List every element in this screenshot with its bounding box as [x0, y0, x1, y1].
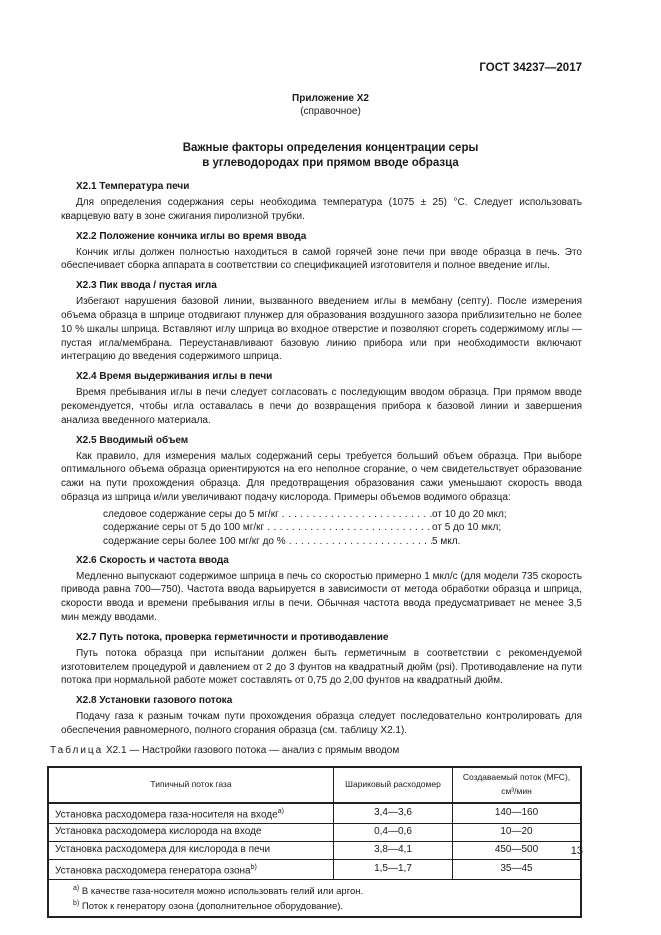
- standard-number: ГОСТ 34237—2017: [479, 62, 582, 74]
- page-number: 13: [570, 845, 583, 857]
- section-heading: Х2.2 Положение кончика иглы во время ввода: [76, 230, 307, 242]
- title-line-2: в углеводородах при прямом вводе образца: [202, 157, 459, 169]
- section-heading: Х2.6 Скорость и частота ввода: [76, 554, 229, 566]
- footnote-mark: а): [73, 884, 80, 892]
- row-name: Установка расходомера для кислорода в печи: [55, 844, 271, 856]
- header-mfc-line1: Создаваемый поток (MFC),: [462, 771, 571, 782]
- footnote-ref: а): [277, 807, 284, 815]
- main-content: [50, 180, 582, 918]
- header-mfc: [453, 767, 582, 803]
- example-label: содержание серы более 100 мг/кг до % . . .: [103, 535, 432, 549]
- appendix-heading: [0, 92, 661, 118]
- section-paragraph: Избегают нарушения базовой линии, вызванного введением иглы в мембану (септу). После измерения объема образца в шприце отодвигают плунжер для образования воздушного зазора приблизительно не более 10 % шкалы шприца. Вставляют иглу шприца во входное отверстие и позволяют сгореть содержимому иглы — пустая игла/мембрана. Переустанавливают базовую линию прибора или при необходимости включают интеграцию до введения содержимого шприца.: [61, 296, 582, 363]
- row-name-cell: [48, 803, 334, 824]
- section-heading: Х2.5 Вводимый объем: [76, 434, 189, 446]
- header-gas-flow: Типичный поток газа: [48, 767, 334, 803]
- mfc-value: 35—45: [453, 859, 582, 879]
- section-heading: Х2.4 Время выдерживания иглы в печи: [76, 371, 273, 383]
- footnote-mark: b): [73, 899, 80, 907]
- ball-value: 3,8—4,1: [334, 841, 453, 859]
- table-caption-word: Таблица: [50, 744, 104, 756]
- example-row: [103, 521, 582, 535]
- footnote: [73, 898, 574, 913]
- example-label: содержание серы от 5 до 100 мг/кг . . .: [103, 521, 432, 535]
- section-paragraph: Для определения содержания серы необходима температура (1075 ± 25) °С. Следует использовать кварцевую вату в зоне сжигания пиролизной трубки.: [61, 197, 582, 222]
- mfc-value: 450—500: [453, 841, 582, 859]
- footnote: [73, 883, 574, 898]
- footnote-ref: b): [250, 863, 257, 871]
- table-row: [48, 823, 581, 841]
- footnote-text: Поток к генератору озона (дополнительное оборудование).: [81, 901, 344, 913]
- row-name-cell: [48, 823, 334, 841]
- section-paragraph: Кончик иглы должен полностью находиться в самой горячей зоне печи при вводе образца в печь. Это обеспечивает сборка аппарата в соответствии со спецификацией изготовителя и полное введение иглы.: [61, 246, 582, 272]
- gas-flow-table: [47, 766, 582, 919]
- section-heading: Х2.8 Установки газового потока: [76, 695, 233, 707]
- table-footnotes: [48, 879, 581, 917]
- ball-value: 3,4—3,6: [334, 803, 453, 824]
- section-paragraph: Время пребывания иглы в печи следует согласовать с последующим вводом образца. При прямом вводе рекомендуется, чтобы игла оставалась в печи до возвращения прибора к базовой линии и завершения анализа введенного материала.: [61, 387, 582, 426]
- table-row: [48, 803, 581, 824]
- document-title: [0, 141, 661, 171]
- example-label: следовое содержание серы до 5 мг/кг . . .: [103, 508, 432, 522]
- section-paragraph: Подачу газа к разным точкам пути прохождения образца следует последовательно контролировать для обеспечения равномерного, полного сгорания образца (см. таблицу Х2.1).: [61, 711, 582, 736]
- table-row: [48, 841, 581, 859]
- example-value: от 5 до 10 мкл;: [432, 522, 502, 534]
- header-mfc-line2: см³/мин: [501, 785, 532, 796]
- ball-value: 0,4—0,6: [334, 823, 453, 841]
- row-name: Установка расходомера кислорода на входе: [55, 826, 262, 838]
- row-name-cell: [48, 859, 334, 879]
- row-name: Установка расходомера генератора озона: [55, 864, 251, 876]
- appendix-title: Приложение Х2: [292, 93, 369, 104]
- example-value: 5 мкл.: [432, 535, 461, 547]
- section-paragraph: Путь потока образца при испытании должен быть герметичным в соответствии с рекомендуемой изготовителем процедурой и давлением от 2 до 3 фунтов на квадратный дюйм (psi). Противодавление на пути потока при нормальной работе может составлять от 0,75 до 2,00 фунтов на квадратный дюйм.: [61, 647, 582, 687]
- example-row: [103, 508, 582, 522]
- appendix-subtitle: (справочное): [300, 106, 361, 117]
- row-name-cell: [48, 841, 334, 859]
- mfc-value: 10—20: [453, 823, 582, 841]
- section-paragraph: Как правило, для измерения малых содержаний серы требуется больший объем образца. При выборе оптимального объема образца ориентируются на его неполное сгорание, о чем свидетельствует образование сажи на пути прохождения образца. Для предотвращения образования сажи уменьшают скорость ввода образца из шприца и/или увеличивают подачу кислорода. Примеры объемов водимого образца:: [61, 450, 582, 503]
- mfc-value: 140—160: [453, 803, 582, 824]
- header-ball-flowmeter: Шариковый расходомер: [334, 767, 453, 803]
- example-value: от 10 до 20 мкл;: [432, 508, 507, 520]
- table-footnotes-row: [48, 879, 581, 917]
- section-heading: Х2.7 Путь потока, проверка герметичности и противодавление: [76, 631, 389, 643]
- section-heading: Х2.3 Пик ввода / пустая игла: [76, 280, 217, 292]
- title-line-1: Важные факторы определения концентрации серы: [182, 142, 479, 154]
- section-paragraph: Медленно выпускают содержимое шприца в печь со скоростью примерно 1 мкл/с (для модели 735 скорость привода равна 700—750). Частота ввода варьируется в зависимости от метода обработки образца и шприца, скорости ввода и времени пребывания иглы в печи. Обычная частота ввода предусматривает не менее 3,5 мин между вводами.: [61, 570, 582, 623]
- table-header-row: [48, 767, 581, 803]
- sample-volume-examples: [103, 508, 582, 549]
- example-row: [103, 535, 582, 549]
- ball-value: 1,5—1,7: [334, 859, 453, 879]
- table-caption-text: Х2.1 — Настройки газового потока — анализ с прямым вводом: [106, 744, 400, 756]
- table-row: [48, 859, 581, 879]
- section-heading: Х2.1 Температура печи: [76, 181, 190, 192]
- footnote-text: В качестве газа-носителя можно использовать гелий или аргон.: [81, 885, 364, 897]
- row-name: Установка расходомера газа-носителя на входе: [55, 808, 278, 820]
- table-caption: [50, 744, 582, 758]
